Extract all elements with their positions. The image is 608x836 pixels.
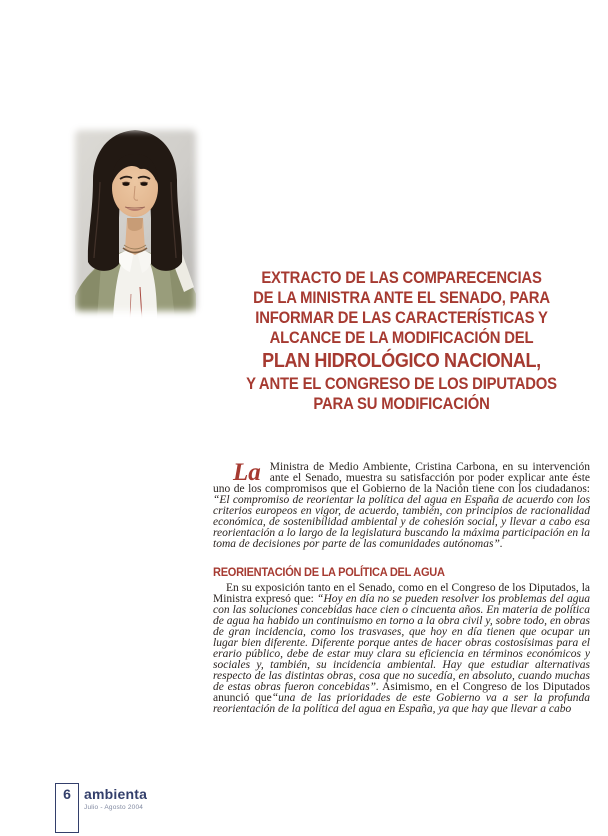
section-lead-text: En su exposición tanto en el Senado, como en el Congreso de los Diputados, la Ministra expresó que: — [213, 582, 590, 605]
minister-portrait-photo — [67, 122, 204, 319]
headline-line: ALCANCE DE LA MODIFICACIÓN DEL — [269, 329, 534, 347]
headline-line: INFORMAR DE LAS CARACTERÍSTICAS Y — [255, 309, 548, 327]
headline-line: PARA SU MODIFICACIÓN — [313, 395, 490, 413]
intro-paragraph — [213, 459, 590, 550]
headline-line: DE LA MINISTRA ANTE EL SENADO, PARA — [253, 289, 550, 307]
magazine-title: ambienta — [84, 786, 148, 802]
section-heading: REORIENTACIÓN DE LA POLÍTICA DEL AGUA — [213, 565, 445, 579]
issue-date: Julio - Agosto 2004 — [84, 804, 144, 811]
portrait-illustration — [67, 122, 204, 319]
section-paragraph — [213, 583, 590, 715]
headline-line-emphasis: PLAN HIDROLÓGICO NACIONAL, — [262, 350, 541, 372]
page-number: 6 — [63, 786, 71, 802]
page-number-box — [55, 783, 79, 833]
intro-quote-text: “El compromiso de reorientar la política del agua en España de acuerdo con los criterios europeos en vigor, de acuerdo, también, con principios de racionalidad económica, de sostenibilidad ambiental y de cohesión social, y llevar a cabo esa reorientación a lo largo de la legislatura buscando la máxima participación en la toma de decisiones por parte de las comunidades autónomas”. — [213, 494, 590, 550]
article-column — [213, 268, 590, 715]
headline-line: EXTRACTO DE LAS COMPARECENCIAS — [261, 269, 542, 287]
headline-line: Y ANTE EL CONGRESO DE LOS DIPUTADOS — [246, 375, 557, 393]
section-middle-text: Asimismo, en el Congreso de los Diputados anunció que — [213, 681, 590, 704]
article-headline — [232, 268, 571, 414]
intro-lead-text: Ministra de Medio Ambiente, Cristina Carbona, en su intervención ante el Senado, muestra su satisfacción por poder explicar ante éste uno de los compromisos que el Gobierno de la Nación tiene con los ciudadanos: — [213, 461, 590, 495]
section-quote-2: “una de las prioridades de este Gobierno va a ser la profunda reorientación de la política del agua en España, ya que hay que llevar a cabo — [213, 692, 590, 715]
drop-cap: La — [233, 459, 261, 486]
section-quote-1: “Hoy en día no se pueden resolver los problemas del agua con las soluciones concebidas hace cien o cincuenta años. En materia de política de agua ha habido un continuismo en torno a la obra civil y, sobre todo, en obras de gran incidencia, como los trasvases, que hoy en día tienen que ocupar un lugar bien diferente. Diferente porque antes de hacer obras costosísimas para el erario público, debe de estar muy clara su eficiencia en términos económicos y sociales y, también, su incidencia ambiental. Hay que estudiar alternativas respecto de las distintas obras, cosa que no sucedía, en absoluto, cuando muchas de estas obras fueron concebidas”. — [213, 593, 590, 693]
